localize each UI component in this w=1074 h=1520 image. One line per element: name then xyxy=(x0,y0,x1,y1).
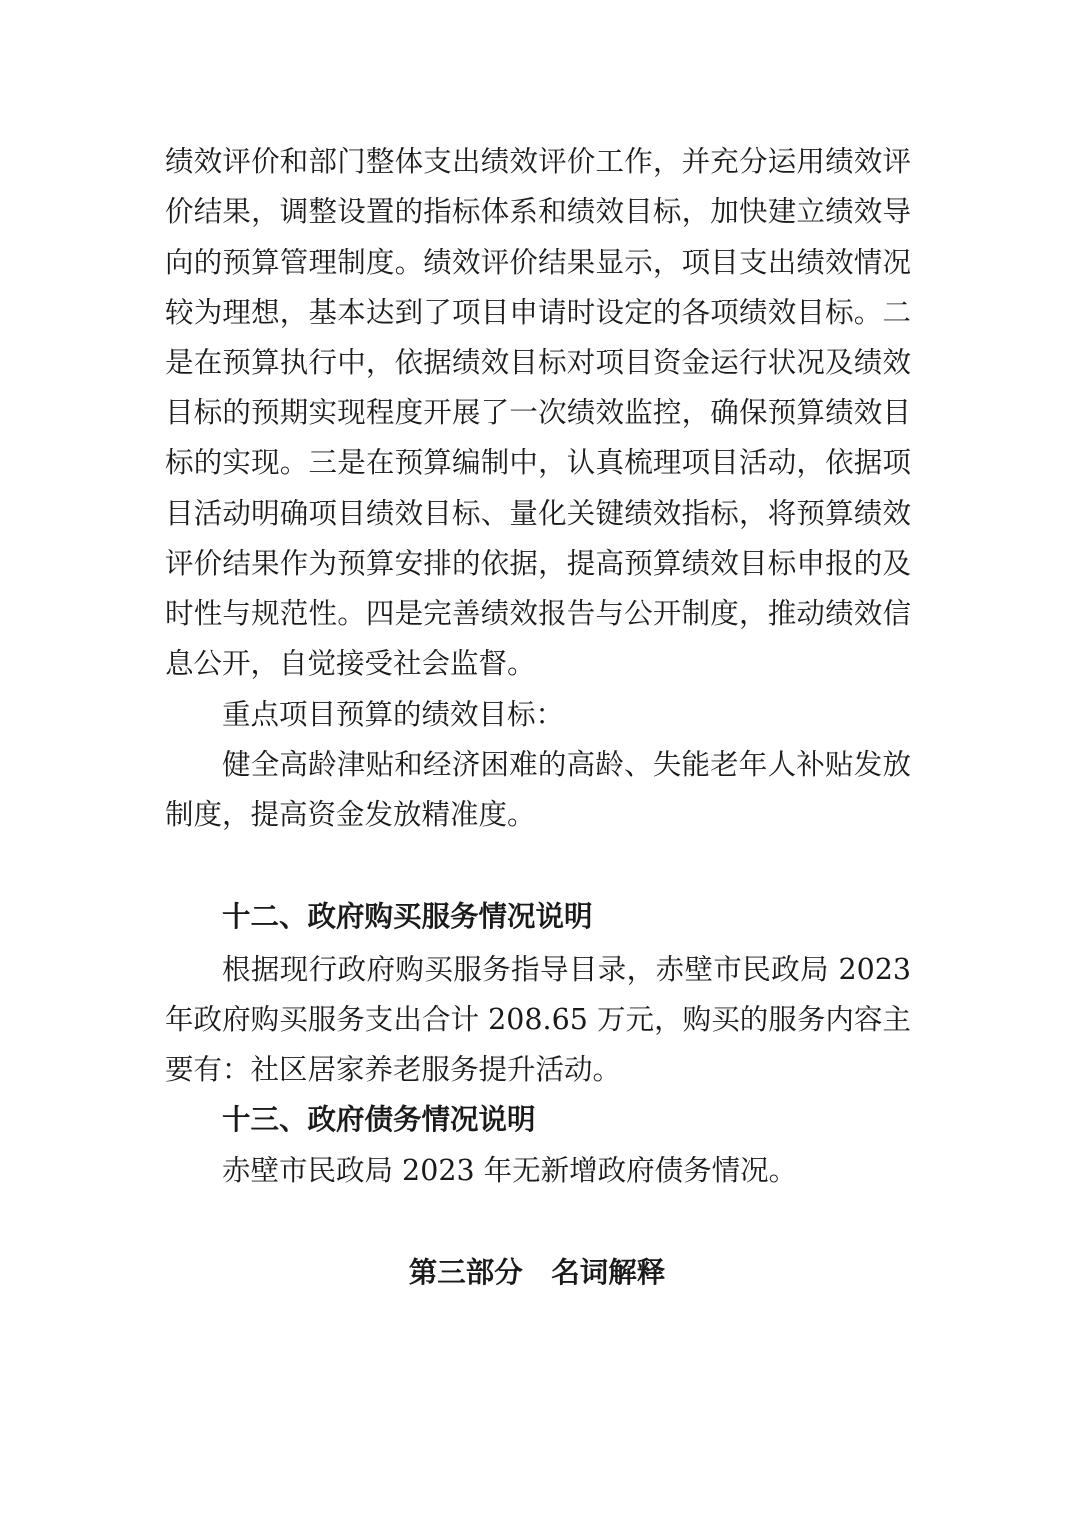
paragraph-line: 绩效评价和部门整体支出绩效评价工作，并充分运用绩效评 xyxy=(165,145,911,178)
paragraph-line: 年政府购买服务支出合计 208.65 万元，购买的服务内容主 xyxy=(165,1003,911,1036)
paragraph-line: 评价结果作为预算安排的依据，提高预算绩效目标申报的及 xyxy=(165,547,911,580)
section-heading-12: 十二、政府购买服务情况说明 xyxy=(222,900,593,933)
paragraph-line: 健全高龄津贴和经济困难的高龄、失能老年人补贴发放 xyxy=(222,748,911,781)
paragraph-line: 价结果，调整设置的指标体系和绩效目标，加快建立绩效导 xyxy=(165,195,911,228)
key-project-label: 重点项目预算的绩效目标： xyxy=(222,698,565,731)
paragraph-line: 时性与规范性。四是完善绩效报告与公开制度，推动绩效信 xyxy=(165,597,911,630)
paragraph-line: 赤壁市民政局 2023 年无新增政府债务情况。 xyxy=(222,1154,798,1187)
paragraph-line: 较为理想，基本达到了项目申请时设定的各项绩效目标。二 xyxy=(165,296,911,329)
paragraph-line: 是在预算执行中，依据绩效目标对项目资金运行状况及绩效 xyxy=(165,346,911,379)
paragraph-line: 标的实现。三是在预算编制中，认真梳理项目活动，依据项 xyxy=(165,446,911,479)
paragraph-line: 目标的预期实现程度开展了一次绩效监控，确保预算绩效目 xyxy=(165,396,911,429)
paragraph-line: 制度，提高资金发放精准度。 xyxy=(165,798,536,831)
paragraph-line: 要有：社区居家养老服务提升活动。 xyxy=(165,1053,622,1086)
paragraph-line: 根据现行政府购买服务指导目录，赤壁市民政局 2023 xyxy=(222,953,911,986)
paragraph-line: 目活动明确项目绩效目标、量化关键绩效指标，将预算绩效 xyxy=(165,497,911,530)
paragraph-line: 息公开，自觉接受社会监督。 xyxy=(165,647,536,680)
section-heading-13: 十三、政府债务情况说明 xyxy=(222,1103,536,1136)
paragraph-line: 向的预算管理制度。绩效评价结果显示，项目支出绩效情况 xyxy=(165,246,911,279)
part-title: 第三部分 名词解释 xyxy=(408,1256,666,1289)
